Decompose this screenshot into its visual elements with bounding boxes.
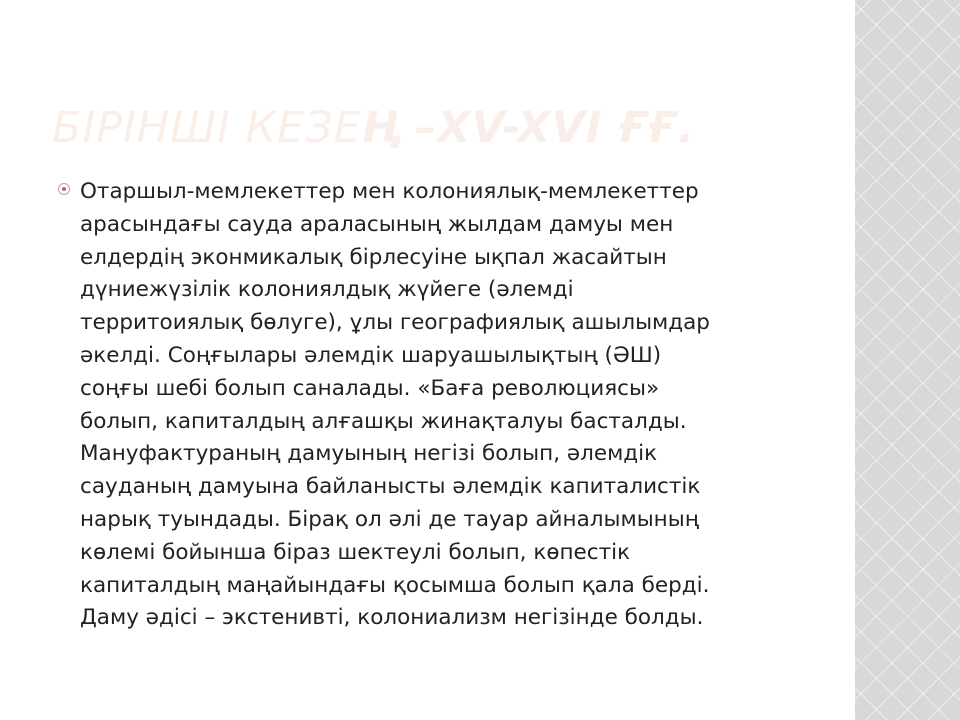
- decorative-side-strip: [855, 0, 960, 720]
- body-line: болып, капиталдың алғашқы жинақталуы басталды.: [80, 408, 687, 434]
- slide-title-bold: Ң –XV-XVI ҒҒ.: [361, 103, 696, 153]
- slide-title: [52, 103, 695, 153]
- body-line: Отаршыл-мемлекеттер мен колониялық-мемлекеттер: [80, 179, 699, 204]
- body-line: дүниежүзілік колониялдық жүйеге (әлемді: [80, 277, 574, 303]
- body-line: Мануфактураның дамуының негізі болып, әлемдік: [80, 441, 658, 467]
- circle-bullet-icon: [58, 183, 70, 195]
- body-line: елдердің эконмикалық бірлесуіне ықпал жасайтын: [80, 244, 667, 270]
- body-line: Даму әдісі – экстенивті, колониализм негізінде болды.: [80, 605, 704, 631]
- body-line: арасындағы сауда араласының жылдам дамуы мен: [80, 211, 674, 237]
- body-line: нарық туындады. Бірақ ол әлі де тауар айналымының: [80, 506, 699, 532]
- body-line: соңғы шебі болып саналады. «Баға революциясы»: [80, 375, 660, 401]
- body-line: әкелді. Соңғылары әлемдік шаруашылықтың (ӘШ): [80, 342, 662, 368]
- slide-title-main: БІРІНШІ КЕЗЕ: [52, 103, 362, 153]
- body-line: көлемі бойынша біраз шектеулі болып, көпестік: [80, 539, 631, 565]
- body-line: капиталдың маңайындағы қосымша болып қала берді.: [80, 572, 710, 598]
- body-paragraph: [80, 176, 840, 635]
- body-line: сауданың дамуына байланысты әлемдік капиталистік: [80, 474, 701, 500]
- body-line: территоиялық бөлуге), ұлы географиялық ашылымдар: [80, 310, 710, 336]
